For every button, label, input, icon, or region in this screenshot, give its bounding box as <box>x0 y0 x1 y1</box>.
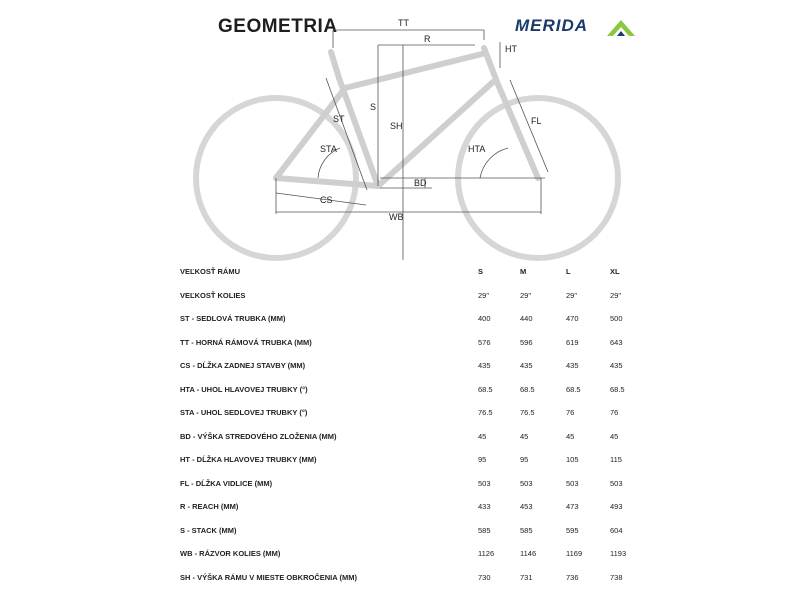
size-header: S <box>478 267 484 276</box>
label-cs: CS <box>320 195 333 205</box>
row-value: 45 <box>478 431 487 441</box>
row-value: 68.5 <box>478 384 493 394</box>
row-value: 105 <box>566 455 579 464</box>
frame-size-label: VEĽKOSŤ RÁMU <box>180 267 240 276</box>
row-value: 503 <box>566 478 579 488</box>
row-value: 68.5 <box>610 384 625 394</box>
row-value: 95 <box>520 455 529 464</box>
row-value: 453 <box>520 502 533 511</box>
table-row <box>180 333 640 357</box>
size-header: XL <box>610 267 620 276</box>
row-value: 435 <box>520 361 533 370</box>
row-value: 400 <box>478 314 491 323</box>
row-value: 470 <box>566 314 579 323</box>
row-value: 595 <box>566 525 579 535</box>
label-ht: HT <box>505 44 517 54</box>
row-value: 619 <box>566 337 579 347</box>
table-row <box>180 521 640 545</box>
label-hta: HTA <box>468 144 486 154</box>
row-label: STA - UHOL SEDLOVEJ TRUBKY (°) <box>180 408 308 417</box>
label-tt: TT <box>398 18 409 28</box>
row-label: TT - HORNÁ RÁMOVÁ TRUBKA (MM) <box>180 337 312 347</box>
row-value: 45 <box>610 431 619 441</box>
row-label: FL - DĹŽKA VIDLICE (MM) <box>180 478 273 488</box>
row-value: 500 <box>610 314 623 323</box>
table-row <box>180 309 640 333</box>
row-value: 435 <box>478 361 491 370</box>
table-row <box>180 403 640 427</box>
row-value: 503 <box>610 478 623 488</box>
row-label: VEĽKOSŤ KOLIES <box>180 290 246 300</box>
row-label: R - REACH (MM) <box>180 502 239 511</box>
label-wb: WB <box>389 212 404 222</box>
label-fl: FL <box>531 116 542 126</box>
row-value: 76.5 <box>520 408 535 417</box>
row-value: 45 <box>566 431 575 441</box>
table-row <box>180 380 640 404</box>
brand-name: MERIDA <box>515 16 589 35</box>
row-value: 76.5 <box>478 408 493 417</box>
row-value: 576 <box>478 337 491 347</box>
label-sta: STA <box>320 144 337 154</box>
row-value: 435 <box>566 361 579 370</box>
row-value: 604 <box>610 525 623 535</box>
table-row <box>180 544 640 568</box>
row-value: 115 <box>610 455 622 464</box>
table-row <box>180 497 640 521</box>
row-value: 76 <box>566 408 575 417</box>
row-value: 68.5 <box>566 384 581 394</box>
table-row <box>180 474 640 498</box>
row-value: 440 <box>520 314 533 323</box>
row-label: S - STACK (MM) <box>180 525 237 535</box>
geometry-table <box>180 262 640 591</box>
row-value: 730 <box>478 572 491 582</box>
table-row <box>180 568 640 592</box>
row-value: 29" <box>520 290 532 300</box>
row-value: 731 <box>520 572 533 582</box>
table-row <box>180 286 640 310</box>
size-header: M <box>520 267 527 276</box>
page-title: GEOMETRIA <box>218 16 338 37</box>
row-value: 68.5 <box>520 384 535 394</box>
row-label: SH - VÝŠKA RÁMU V MIESTE OBKROČENIA (MM) <box>180 572 357 582</box>
size-header: L <box>566 267 571 276</box>
row-value: 45 <box>520 431 529 441</box>
table-header-row <box>180 262 640 286</box>
table-row <box>180 356 640 380</box>
label-sh: SH <box>390 121 403 131</box>
row-value: 493 <box>610 502 623 511</box>
row-value: 76 <box>610 408 619 417</box>
row-value: 585 <box>520 525 533 535</box>
frame <box>276 48 538 186</box>
table-row <box>180 427 640 451</box>
row-value: 29" <box>610 290 622 300</box>
label-bd: BD <box>414 178 427 188</box>
bike-geometry-diagram <box>0 0 800 262</box>
label-r: R <box>424 34 431 44</box>
row-value: 1146 <box>520 549 537 558</box>
row-value: 433 <box>478 502 491 511</box>
row-value: 95 <box>478 455 487 464</box>
row-label: CS - DĹŽKA ZADNEJ STAVBY (MM) <box>180 361 306 370</box>
row-value: 503 <box>478 478 491 488</box>
row-value: 736 <box>566 572 579 582</box>
label-s: S <box>370 102 377 112</box>
row-value: 643 <box>610 337 623 347</box>
row-value: 596 <box>520 337 533 347</box>
row-label: ST - SEDLOVÁ TRUBKA (MM) <box>180 314 286 323</box>
label-st: ST <box>333 114 345 124</box>
row-label: BD - VÝŠKA STREDOVÉHO ZLOŽENIA (MM) <box>180 431 337 441</box>
row-value: 1169 <box>566 549 583 558</box>
row-value: 473 <box>566 502 579 511</box>
row-value: 585 <box>478 525 491 535</box>
row-value: 1193 <box>610 549 627 558</box>
row-value: 1126 <box>478 549 495 558</box>
row-label: HTA - UHOL HLAVOVEJ TRUBKY (°) <box>180 384 308 394</box>
table-row <box>180 450 640 474</box>
row-value: 29" <box>566 290 578 300</box>
row-label: WB - RÁZVOR KOLIES (MM) <box>180 549 281 558</box>
row-label: HT - DĹŽKA HLAVOVEJ TRUBKY (MM) <box>180 455 317 464</box>
row-value: 503 <box>520 478 533 488</box>
row-value: 738 <box>610 572 623 582</box>
row-value: 29" <box>478 290 490 300</box>
dimension-lines <box>276 30 548 260</box>
row-value: 435 <box>610 361 623 370</box>
